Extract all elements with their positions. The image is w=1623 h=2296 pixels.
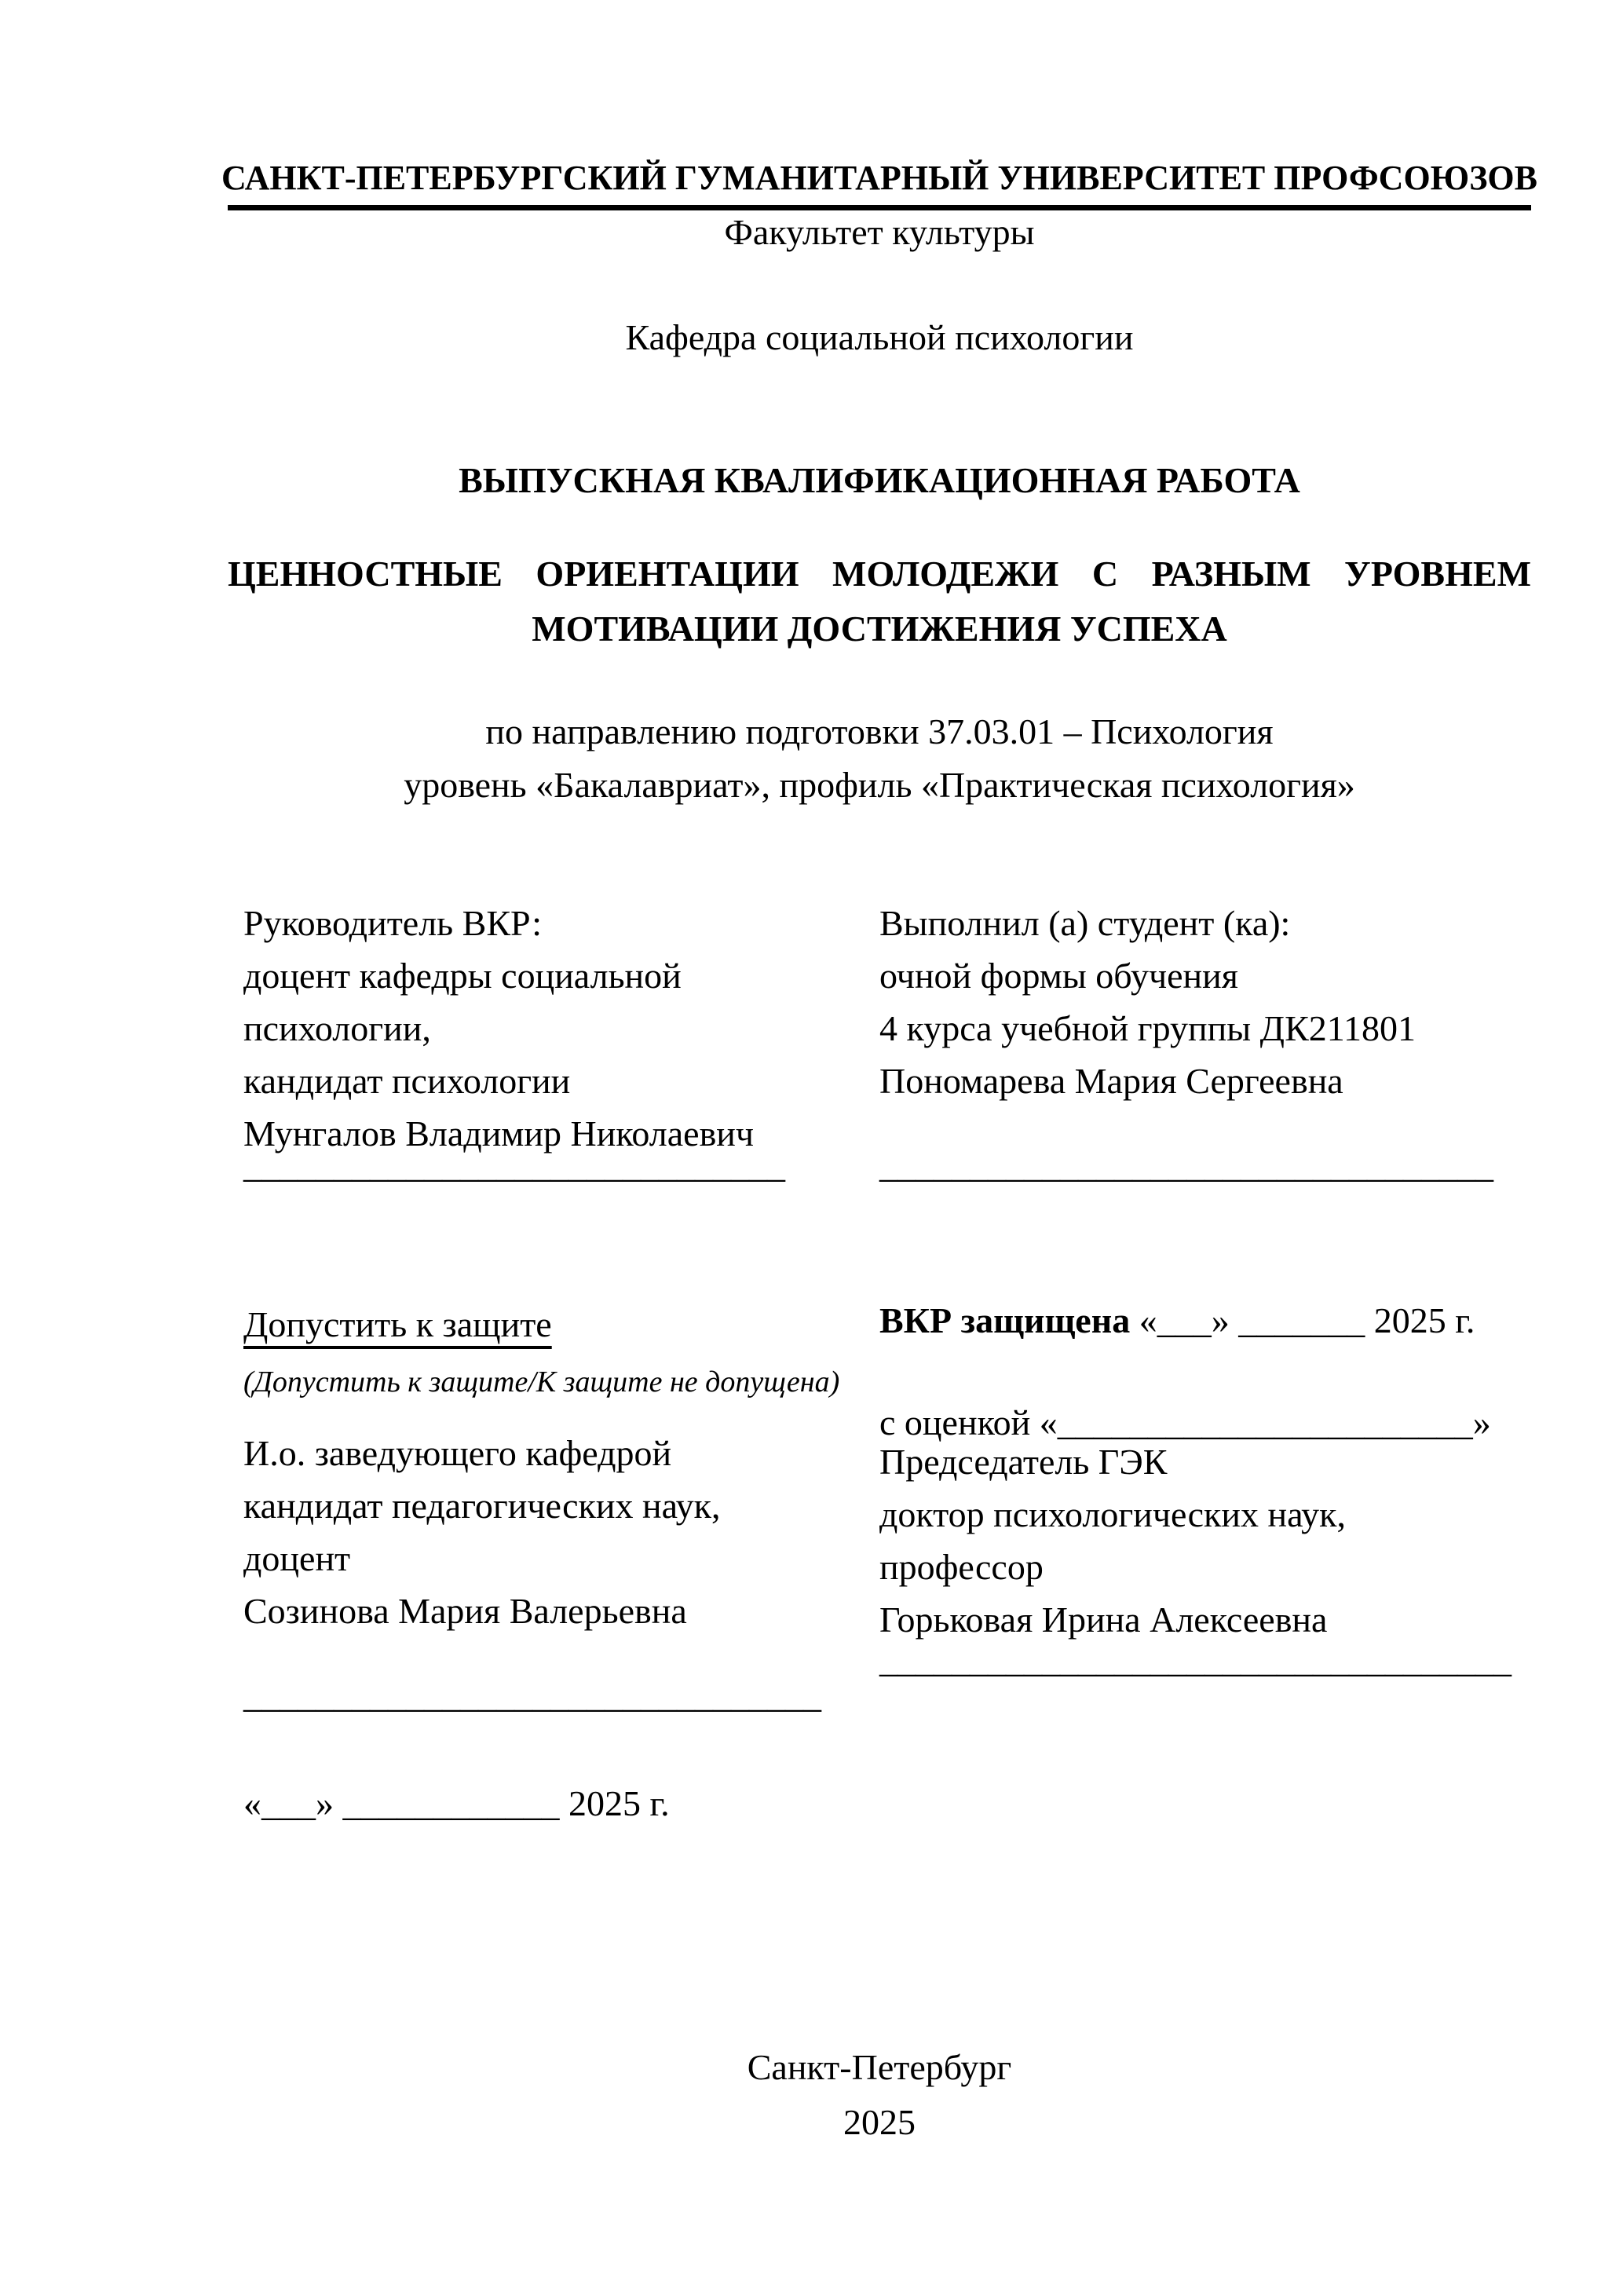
supervisor-desc-line: кандидат психологии — [243, 1061, 571, 1101]
student-block — [879, 897, 1586, 1107]
admission-official-line: кандидат педагогических наук, — [243, 1486, 721, 1526]
admission-date-line: «___» ____________ 2025 г. — [243, 1783, 670, 1823]
supervisor-block — [243, 897, 872, 1160]
defense-chair-line: профессор — [879, 1547, 1044, 1587]
student-desc-line: очной формы обучения — [879, 956, 1238, 996]
defense-grade-line: с оценкой «_______________________» — [879, 1402, 1491, 1442]
footer-block — [220, 2040, 1539, 2150]
defense-defended-label: ВКР защищена — [879, 1300, 1131, 1340]
work-type-heading: ВЫПУСКНАЯ КВАЛИФИКАЦИОННАЯ РАБОТА — [459, 460, 1300, 500]
admission-official-block — [243, 1427, 872, 1637]
admission-official-name: Созинова Мария Валерьевна — [243, 1591, 687, 1631]
university-name: САНКТ-ПЕТЕРБУРГСКИЙ ГУМАНИТАРНЫЙ УНИВЕРСИТЕТ ПРОФСОЮЗОВ — [221, 159, 1538, 197]
footer-city: Санкт-Петербург — [747, 2047, 1012, 2087]
admission-official-line: И.о. заведующего кафедрой — [243, 1433, 672, 1473]
department-name: Кафедра социальной психологии — [625, 317, 1134, 357]
student-desc-line: 4 курса учебной группы ДК211801 — [879, 1008, 1416, 1048]
admission-official-line: доцент — [243, 1538, 351, 1578]
supervisor-signature-line: ______________________________ — [243, 1145, 785, 1185]
admission-heading: Допустить к защите — [243, 1304, 552, 1344]
defense-signature-line: ___________________________________ — [879, 1640, 1512, 1680]
thesis-title-line2: МОТИВАЦИИ ДОСТИЖЕНИЯ УСПЕХА — [532, 609, 1227, 649]
defense-chair-line: доктор психологических наук, — [879, 1494, 1347, 1534]
thesis-title — [228, 547, 1531, 656]
defense-defended-blanks: «___» _______ 2025 г. — [1139, 1300, 1475, 1340]
student-role-label: Выполнил (а) студент (ка): — [879, 903, 1291, 943]
supervisor-desc-line: доцент кафедры социальной — [243, 956, 682, 996]
footer-year: 2025 — [843, 2102, 916, 2142]
student-signature-line: __________________________________ — [879, 1145, 1493, 1185]
admission-note: (Допустить к защите/К защите не допущена) — [243, 1366, 840, 1398]
supervisor-desc-line: психологии, — [243, 1008, 431, 1048]
supervisor-role-label: Руководитель ВКР: — [243, 903, 543, 943]
student-name: Пономарева Мария Сергеевна — [879, 1061, 1343, 1101]
defense-defended-line — [879, 1297, 1586, 1344]
defense-chair-block — [879, 1435, 1586, 1646]
defense-chair-name: Горьковая Ирина Алексеевна — [879, 1600, 1328, 1640]
defense-chair-line: Председатель ГЭК — [879, 1442, 1168, 1482]
supervisor-name: Мунгалов Владимир Николаевич — [243, 1113, 755, 1153]
level-profile-line: уровень «Бакалавриат», профиль «Практическая психология» — [404, 765, 1355, 805]
thesis-title-line1: ЦЕННОСТНЫЕ ОРИЕНТАЦИИ МОЛОДЕЖИ С РАЗНЫМ УРОВНЕМ — [228, 554, 1531, 594]
program-line: по направлению подготовки 37.03.01 – Психология — [485, 711, 1274, 751]
faculty-name: Факультет культуры — [724, 212, 1035, 252]
admission-signature-line: ________________________________ — [243, 1675, 821, 1715]
